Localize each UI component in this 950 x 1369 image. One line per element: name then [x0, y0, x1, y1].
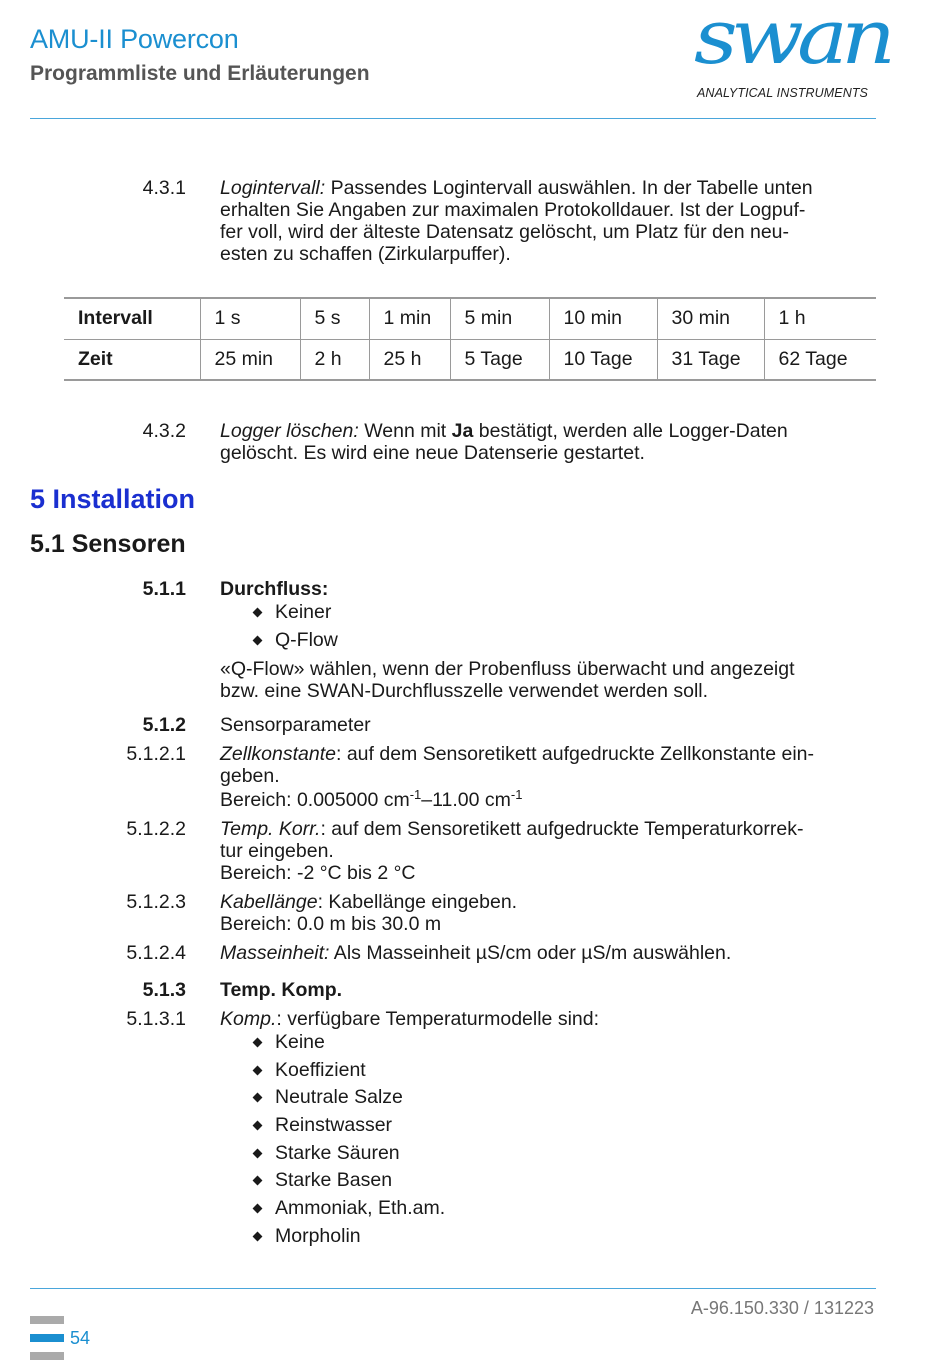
- bullet-diamond-icon: [253, 635, 263, 645]
- list-item-label: Morpholin: [275, 1224, 361, 1247]
- list-item-label: Neutrale Salze: [275, 1086, 403, 1109]
- table-cell: 10 min: [549, 298, 657, 339]
- bullet-diamond-icon: [253, 608, 263, 618]
- section-5-1-2-3-text: [220, 891, 876, 935]
- term-logintervall: Logintervall:: [220, 177, 326, 199]
- section-4-3-1-text: [220, 177, 876, 265]
- section-5-1-2-2-text: [220, 818, 876, 884]
- bold-ja: Ja: [451, 420, 474, 442]
- logo-tagline: ANALYTICAL INSTRUMENTS: [697, 86, 868, 100]
- term-masseinheit: Masseinheit:: [220, 942, 330, 964]
- table-cell: Zeit: [64, 339, 200, 380]
- list-item: [254, 1031, 445, 1059]
- page-number: 54: [70, 1328, 91, 1348]
- section-5-1-3-1-text: [220, 1008, 876, 1030]
- list-item: [254, 1142, 445, 1170]
- text-line: Passendes Logintervall auswählen. In der Tabelle unten: [325, 177, 813, 199]
- term-komp: Komp.: [220, 1008, 277, 1030]
- table-cell: 1 h: [764, 298, 876, 339]
- table-row-zeit: [64, 339, 876, 380]
- durchfluss-options: [254, 601, 338, 656]
- list-item: [254, 1114, 445, 1142]
- list-item-label: Q-Flow: [275, 628, 338, 651]
- page-marker-icon: [30, 1316, 64, 1360]
- text-line: Bereich: -2 °C bis 2 °C: [220, 862, 416, 884]
- list-item-label: Starke Basen: [275, 1169, 393, 1192]
- header-divider: [30, 118, 876, 119]
- document-subtitle: Programmliste und Erläuterungen: [30, 62, 370, 85]
- table-cell: 1 s: [200, 298, 300, 339]
- heading-installation: 5 Installation: [30, 484, 196, 514]
- list-item-label: Keine: [275, 1031, 325, 1053]
- list-item: [254, 1086, 445, 1114]
- list-item: [254, 1197, 445, 1225]
- bullet-diamond-icon: [253, 1065, 263, 1075]
- section-number-5-1-2-4: 5.1.2.4: [126, 942, 186, 964]
- table-cell: Intervall: [64, 298, 200, 339]
- text-line: geben.: [220, 765, 280, 787]
- section-number-4-3-1: 4.3.1: [142, 177, 186, 199]
- text-fragment: bestätigt, werden alle Logger-Daten: [473, 420, 788, 442]
- text-fragment: Wenn mit: [358, 420, 452, 442]
- marker-bar: [30, 1316, 64, 1324]
- section-number-5-1-2-2: 5.1.2.2: [126, 818, 186, 840]
- swan-logo: [694, 0, 890, 105]
- table-cell: 5 Tage: [450, 339, 549, 380]
- text-line: tur eingeben.: [220, 840, 334, 862]
- list-item: [254, 629, 338, 657]
- range-exponent: -1: [510, 787, 523, 802]
- term-temp-korr: Temp. Korr.: [220, 818, 321, 840]
- term-kabellaenge: Kabellänge: [220, 891, 318, 913]
- list-item-label: Koeffizient: [275, 1058, 366, 1081]
- table-cell: 25 min: [200, 339, 300, 380]
- section-number-5-1-2-3: 5.1.2.3: [126, 891, 186, 913]
- range-text: –11.00 cm: [421, 789, 511, 811]
- section-5-1-2-1-text: [220, 743, 876, 811]
- text-fragment: : Kabellänge eingeben.: [317, 891, 518, 913]
- range-exponent: -1: [409, 787, 422, 802]
- list-item-label: Ammoniak, Eth.am.: [275, 1197, 446, 1220]
- section-number-4-3-2: 4.3.2: [142, 420, 186, 442]
- range-text: Bereich: 0.005000 cm: [220, 789, 410, 811]
- section-number-5-1-3-1: 5.1.3.1: [126, 1008, 186, 1030]
- list-item-label: Starke Säuren: [275, 1141, 400, 1164]
- text-line: «Q-Flow» wählen, wenn der Probenfluss überwacht und angezeigt: [220, 658, 795, 680]
- bullet-diamond-icon: [253, 1038, 263, 1048]
- bullet-diamond-icon: [253, 1176, 263, 1186]
- section-title-durchfluss: Durchfluss:: [220, 578, 329, 600]
- list-item: [254, 1059, 445, 1087]
- table-cell: 31 Tage: [657, 339, 764, 380]
- document-id: A-96.150.330 / 131223: [690, 1298, 874, 1318]
- bullet-diamond-icon: [253, 1093, 263, 1103]
- table-cell: 62 Tage: [764, 339, 876, 380]
- table-row-intervall: [64, 298, 876, 339]
- list-item-label: Reinstwasser: [275, 1114, 393, 1137]
- text-line: fer voll, wird der älteste Datensatz gelöscht, um Platz für den neu-: [220, 221, 790, 243]
- section-number-5-1-2: 5.1.2: [142, 714, 186, 736]
- document-title: AMU-II Powercon: [30, 24, 239, 54]
- logo-wordmark: swan: [694, 0, 890, 81]
- text-line: erhalten Sie Angaben zur maximalen Protokolldauer. Ist der Logpuf-: [220, 199, 806, 221]
- text-fragment: : auf dem Sensoretikett aufgedruckte Temperaturkorrek-: [320, 818, 804, 840]
- table-cell: 30 min: [657, 298, 764, 339]
- section-title-temp-komp: Temp. Komp.: [220, 979, 343, 1001]
- text-fragment: Als Masseinheit µS/cm oder µS/m auswählen.: [329, 942, 732, 964]
- text-line: bzw. eine SWAN-Durchflusszelle verwendet werden soll.: [220, 680, 709, 702]
- temperature-model-list: [254, 1031, 445, 1253]
- table-cell: 1 min: [369, 298, 450, 339]
- section-5-1-2-4-text: [220, 942, 876, 964]
- term-zellkonstante: Zellkonstante: [220, 743, 336, 765]
- list-item: [254, 1169, 445, 1197]
- section-number-5-1-2-1: 5.1.2.1: [126, 743, 186, 765]
- text-line: esten zu schaffen (Zirkularpuffer).: [220, 243, 511, 265]
- list-item: [254, 601, 338, 629]
- table-cell: 5 s: [300, 298, 369, 339]
- table-cell: 10 Tage: [549, 339, 657, 380]
- bullet-diamond-icon: [253, 1121, 263, 1131]
- section-5-1-1-text: [220, 658, 876, 702]
- footer-divider: [30, 1288, 876, 1289]
- section-number-5-1-3: 5.1.3: [142, 979, 186, 1001]
- text-line: Bereich: 0.0 m bis 30.0 m: [220, 913, 442, 935]
- term-logger-loeschen: Logger löschen:: [220, 420, 359, 442]
- table-cell: 25 h: [369, 339, 450, 380]
- list-item: [254, 1225, 445, 1253]
- marker-bar-active: [30, 1334, 64, 1342]
- section-number-5-1-1: 5.1.1: [142, 578, 186, 600]
- log-duration-table: [64, 297, 876, 381]
- section-4-3-2-text: [220, 420, 876, 464]
- bullet-diamond-icon: [253, 1231, 263, 1241]
- list-item-label: Keiner: [275, 601, 332, 623]
- marker-bar: [30, 1352, 64, 1360]
- section-title-sensorparameter: Sensorparameter: [220, 714, 371, 736]
- text-fragment: : verfügbare Temperaturmodelle sind:: [276, 1008, 600, 1030]
- table-cell: 2 h: [300, 339, 369, 380]
- bullet-diamond-icon: [253, 1148, 263, 1158]
- text-fragment: : auf dem Sensoretikett aufgedruckte Zellkonstante ein-: [335, 743, 815, 765]
- bullet-diamond-icon: [253, 1204, 263, 1214]
- heading-sensoren: 5.1 Sensoren: [30, 530, 186, 558]
- table-cell: 5 min: [450, 298, 549, 339]
- text-line: gelöscht. Es wird eine neue Datenserie gestartet.: [220, 442, 645, 464]
